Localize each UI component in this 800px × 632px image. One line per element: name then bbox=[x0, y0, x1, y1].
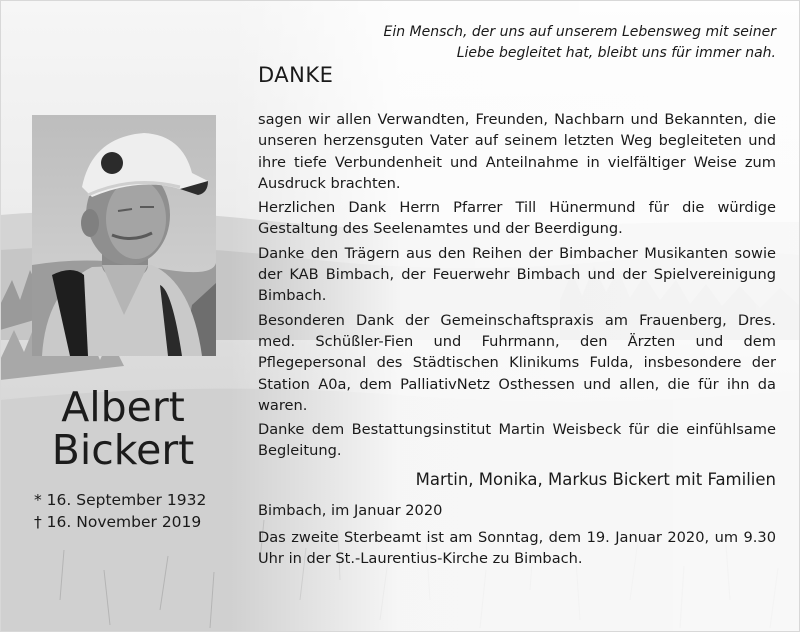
paragraph-bearers: Danke den Trägern aus den Reihen der Bimbacher Musikanten sowie der KAB Bimbach, der Feuerwehr Bimbach und der Spielvereinigung Bimbach. bbox=[258, 244, 776, 305]
motto-quote bbox=[383, 22, 776, 64]
paragraph-undertaker: Danke dem Bestattungsinstitut Martin Weisbeck für die einfühlsame Begleitung. bbox=[258, 421, 776, 460]
paragraph-pastor: Herzlichen Dank Herrn Pfarrer Till Hünermund für die würdige Gestaltung des Seelenamtes und der Beerdigung. bbox=[258, 199, 776, 238]
paragraph-medical: Besonderen Dank der Gemeinschaftspraxis am Frauenberg, Dres. med. Schüßler-Fien und Fuhrmann, den Ärzten und dem Pflegepersonal des Städtischen Klinikums Fulda, insbesondere der Station A0a, dem PalliativNetz Osthessen und allen, die für ihn da waren. bbox=[258, 311, 776, 414]
last-name: Bickert bbox=[51, 426, 195, 474]
birth-date: * 16. September 1932 bbox=[34, 491, 207, 509]
motto-line-1: Ein Mensch, der uns auf unserem Lebensweg mit seiner bbox=[383, 24, 776, 40]
family-signature: Martin, Monika, Markus Bickert mit Familien bbox=[415, 469, 776, 489]
deceased-name bbox=[30, 383, 216, 474]
life-dates bbox=[34, 489, 206, 533]
motto-line-2: Liebe begleitet hat, bleibt uns für immer nah. bbox=[456, 45, 776, 61]
paragraph-relatives: sagen wir allen Verwandten, Freunden, Nachbarn und Bekannten, die unseren herzensguten Vater auf seinem letzten Weg begleiteten und ihre tiefe Verbundenheit und Anteilnahme in vielfältiger Weise zum Ausdruck brachten. bbox=[258, 111, 776, 192]
place-date: Bimbach, im Januar 2020 bbox=[258, 501, 443, 519]
thanks-text bbox=[258, 109, 776, 573]
death-date: † 16. November 2019 bbox=[34, 513, 202, 531]
memorial-service-note: Das zweite Sterbeamt ist am Sonntag, dem 19. Januar 2020, um 9.30 Uhr in der St.-Laurentius-Kirche zu Bimbach. bbox=[258, 529, 776, 568]
portrait-photo bbox=[32, 115, 216, 356]
thanks-heading: DANKE bbox=[258, 63, 334, 87]
first-name: Albert bbox=[61, 383, 185, 431]
